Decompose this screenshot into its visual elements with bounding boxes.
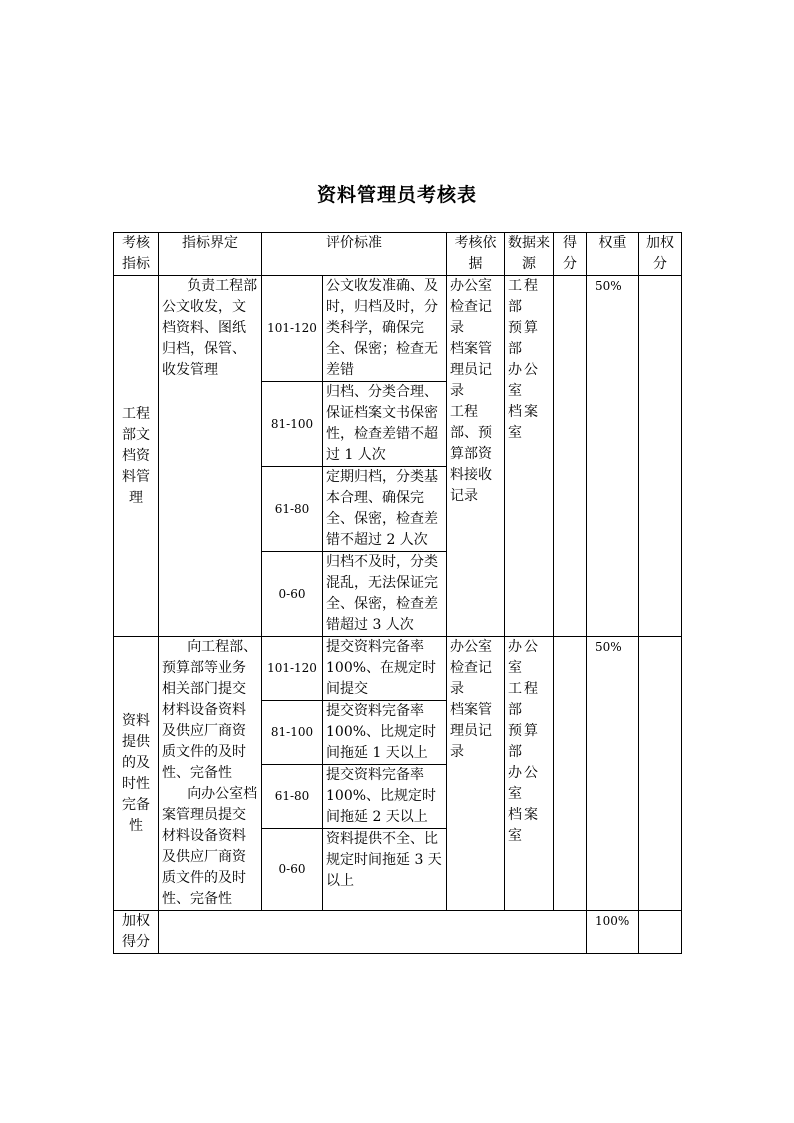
score-range: 0-60 bbox=[262, 552, 323, 637]
header-definition: 指标界定 bbox=[159, 233, 262, 276]
footer-weight: 100% bbox=[587, 911, 639, 954]
criteria-text: 提交资料完备率100%、比规定时间拖延 2 天以上 bbox=[323, 765, 447, 829]
header-weighted-score: 加权分 bbox=[639, 233, 682, 276]
criteria-text: 归档、分类合理、保证档案文书保密性，检查差错不超过 1 人次 bbox=[323, 382, 447, 467]
footer-blank bbox=[159, 911, 587, 954]
criteria-text: 资料提供不全、比规定时间拖延 3 天以上 bbox=[323, 829, 447, 911]
score-range: 61-80 bbox=[262, 765, 323, 829]
source-cell: 办公室 工程部 预算部 办公室 档案室 bbox=[505, 637, 554, 911]
score-range: 0-60 bbox=[262, 829, 323, 911]
definition-text: 负责工程部公文收发，文档资料、图纸归档，保管、收发管理 bbox=[162, 278, 258, 378]
score-range: 101-120 bbox=[262, 637, 323, 701]
score-range: 81-100 bbox=[262, 382, 323, 467]
definition-cell bbox=[159, 276, 262, 637]
weight-cell: 50% bbox=[587, 276, 639, 637]
table-row bbox=[114, 276, 682, 382]
basis-cell: 办公室检查记录 档案管理员记录 bbox=[447, 637, 505, 911]
footer-row bbox=[114, 911, 682, 954]
weighted-score-cell bbox=[639, 276, 682, 637]
weighted-score-cell bbox=[639, 637, 682, 911]
page-title: 资料管理员考核表 bbox=[316, 184, 477, 206]
definition-text: 向工程部、预算部等业务相关部门提交材料设备资料及供应厂商资质文件的及时性、完备性 bbox=[162, 639, 258, 781]
criteria-text: 定期归档，分类基本合理、确保完全、保密，检查差错不超过 2 人次 bbox=[323, 467, 447, 552]
header-weight: 权重 bbox=[587, 233, 639, 276]
category-cell: 工程部文档资料管理 bbox=[114, 276, 159, 637]
criteria-text: 提交资料完备率100%、在规定时间提交 bbox=[323, 637, 447, 701]
score-cell bbox=[554, 637, 587, 911]
header-criteria: 评价标准 bbox=[262, 233, 447, 276]
footer-weighted-score bbox=[639, 911, 682, 954]
header-source: 数据来源 bbox=[505, 233, 554, 276]
definition-text: 向办公室档案管理员提交材料设备资料及供应厂商资质文件的及时性、完备性 bbox=[162, 786, 258, 907]
footer-label: 加权得分 bbox=[114, 911, 159, 954]
basis-cell: 办公室检查记录 档案管理员记录 工程部、预算部资料接收记录 bbox=[447, 276, 505, 637]
table-row bbox=[114, 637, 682, 701]
header-indicator: 考核指标 bbox=[114, 233, 159, 276]
definition-cell bbox=[159, 637, 262, 911]
score-range: 81-100 bbox=[262, 701, 323, 765]
source-cell: 工程部 预算部 办公室 档案室 bbox=[505, 276, 554, 637]
header-score: 得分 bbox=[554, 233, 587, 276]
assessment-table bbox=[113, 232, 682, 954]
header-basis: 考核依据 bbox=[447, 233, 505, 276]
criteria-text: 归档不及时，分类混乱，无法保证完全、保密，检查差错超过 3 人次 bbox=[323, 552, 447, 637]
category-cell: 资料提供的及时性完备性 bbox=[114, 637, 159, 911]
weight-cell: 50% bbox=[587, 637, 639, 911]
criteria-text: 公文收发准确、及时，归档及时，分类科学，确保完全、保密；检查无差错 bbox=[323, 276, 447, 382]
score-range: 101-120 bbox=[262, 276, 323, 382]
criteria-text: 提交资料完备率100%、比规定时间拖延 1 天以上 bbox=[323, 701, 447, 765]
score-range: 61-80 bbox=[262, 467, 323, 552]
header-row bbox=[114, 233, 682, 276]
score-cell bbox=[554, 276, 587, 637]
